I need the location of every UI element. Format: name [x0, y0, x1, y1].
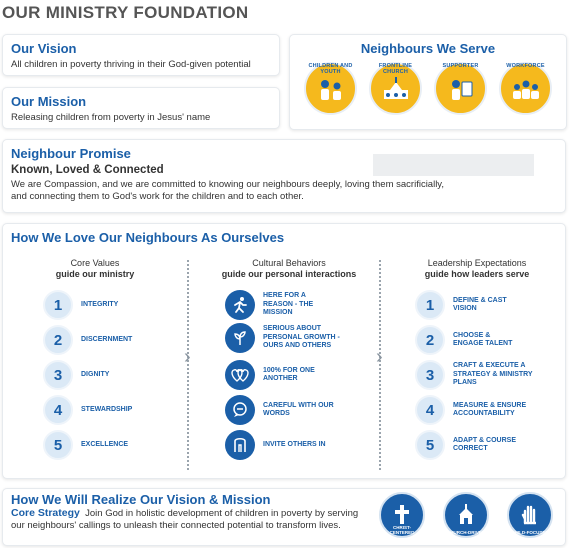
badge-label: CHILDREN AND YOUTH: [308, 63, 353, 75]
number-circle: 5: [43, 430, 73, 460]
vision-heading: Our Vision: [11, 41, 77, 56]
cultural-behaviors-header: [207, 258, 371, 279]
number-circle: 3: [415, 360, 445, 390]
leadership-item: [415, 430, 525, 460]
behavior-item: [225, 290, 335, 320]
behavior-item: [225, 395, 335, 425]
item-label: EXCELLENCE: [81, 440, 129, 448]
behavior-item: [225, 430, 355, 460]
page-title: OUR MINISTRY FOUNDATION: [2, 3, 249, 22]
strategy-text: [11, 508, 366, 531]
vision-card: [2, 34, 280, 76]
number-circle: 1: [415, 290, 445, 320]
number-circle: 2: [43, 325, 73, 355]
mission-card: [2, 87, 280, 129]
hearts-icon: [225, 360, 255, 390]
number-circle: 1: [43, 290, 73, 320]
item-label: DEFINE & CAST VISION: [453, 296, 507, 312]
mission-text: Releasing children from poverty in Jesus' name: [11, 112, 211, 123]
promise-heading: Neighbour Promise: [11, 146, 131, 161]
badge-children-youth: [304, 62, 357, 115]
neighbours-card: [289, 34, 567, 130]
number-circle: 5: [415, 430, 445, 460]
badge-frontline-church: [369, 62, 422, 115]
leadership-item: [415, 290, 521, 320]
children-icon: [316, 76, 346, 102]
column-subtitle: guide our personal interactions: [221, 268, 357, 279]
christ-centered-badge: [379, 492, 425, 538]
column-title: Cultural Behaviors: [252, 258, 326, 268]
item-label: INVITE OTHERS IN: [263, 440, 326, 448]
leadership-header: [407, 258, 547, 279]
core-value-item: [43, 430, 128, 460]
love-heading: How We Love Our Neighbours As Ourselves: [11, 230, 285, 245]
neighbours-heading: Neighbours We Serve: [360, 41, 496, 56]
promise-text-line2: and connecting them to God's work for the children and to each other.: [11, 191, 304, 202]
cross-icon: [392, 503, 412, 527]
badge-label: SUPPORTER: [442, 63, 479, 69]
redacted-bar: [373, 154, 534, 176]
realize-heading: How We Will Realize Our Vision & Mission: [11, 492, 271, 507]
item-label: CAREFUL WITH OUR WORDS: [263, 401, 334, 417]
growth-icon: [225, 323, 255, 353]
workforce-icon: [510, 76, 542, 102]
leadership-item: [415, 360, 533, 390]
badge-label: WORKFORCE: [506, 63, 545, 69]
column-subtitle: guide how leaders serve: [424, 268, 530, 279]
item-label: CHOOSE & ENGAGE TALENT: [453, 331, 513, 347]
church-icon: [455, 503, 477, 527]
child-focused-badge: [507, 492, 553, 538]
church-icon: [380, 76, 412, 102]
item-label: STEWARDSHIP: [81, 405, 133, 413]
pillar-label: CHURCH-DRIVEN: [447, 530, 485, 535]
item-label: DIGNITY: [81, 370, 110, 378]
speech-icon: [225, 395, 255, 425]
chevron-right-icon: ›: [376, 346, 383, 368]
core-value-item: [43, 290, 118, 320]
leadership-item: [415, 325, 521, 355]
badge-workforce: [499, 62, 552, 115]
church-driven-badge: [443, 492, 489, 538]
item-label: DISCERNMENT: [81, 335, 133, 343]
item-label: INTEGRITY: [81, 300, 119, 308]
neighbour-badges: [300, 62, 556, 115]
strategy-body: Join God in holistic development of children in poverty by serving our neighbours' callings to unleash their connected potential to transform lives.: [11, 508, 359, 531]
promise-card: [2, 139, 566, 213]
core-value-item: [43, 325, 132, 355]
item-label: CRAFT & EXECUTE A STRATEGY & MINISTRY PLANS: [453, 362, 533, 387]
pillar-label: CHRIST-CENTERED: [389, 525, 415, 535]
column-title: Leadership Expectations: [427, 258, 527, 268]
door-icon: [225, 430, 255, 460]
supporter-icon: [446, 76, 476, 102]
core-values-header: [39, 258, 151, 279]
vision-text: All children in poverty thriving in their God-given potential: [11, 59, 251, 70]
love-card: [2, 223, 566, 479]
item-label: SERIOUS ABOUT PERSONAL GROWTH - OURS AND OTHERS: [263, 325, 340, 350]
core-value-item: [43, 395, 132, 425]
leadership-item: [415, 395, 545, 425]
number-circle: 3: [43, 360, 73, 390]
item-label: MEASURE & ENSURE ACCOUNTABILITY: [453, 401, 527, 417]
number-circle: 4: [415, 395, 445, 425]
badge-label: FRONTLINE CHURCH: [378, 63, 413, 75]
badge-supporter: [434, 62, 487, 115]
number-circle: 4: [43, 395, 73, 425]
strategy-label: Core Strategy: [11, 507, 80, 519]
runner-icon: [225, 290, 255, 320]
behavior-item: [225, 360, 335, 390]
item-label: 100% FOR ONE ANOTHER: [263, 366, 315, 382]
item-label: HERE FOR A REASON - THE MISSION: [263, 292, 314, 317]
hand-icon: [519, 503, 541, 527]
realize-card: [2, 488, 566, 546]
pillar-label: CHILD-FOCUSED: [511, 530, 549, 535]
promise-subheading: Known, Loved & Connected: [11, 164, 164, 176]
number-circle: 2: [415, 325, 445, 355]
column-subtitle: guide our ministry: [55, 268, 135, 279]
promise-text-line1: We are Compassion, and we are committed to knowing our neighbours deeply, loving them sacrificially,: [11, 179, 444, 190]
behavior-item: [225, 323, 355, 353]
mission-heading: Our Mission: [11, 94, 87, 109]
core-value-item: [43, 360, 109, 390]
column-title: Core Values: [70, 258, 120, 268]
item-label: ADAPT & COURSE CORRECT: [453, 436, 517, 452]
chevron-right-icon: ›: [184, 346, 191, 368]
